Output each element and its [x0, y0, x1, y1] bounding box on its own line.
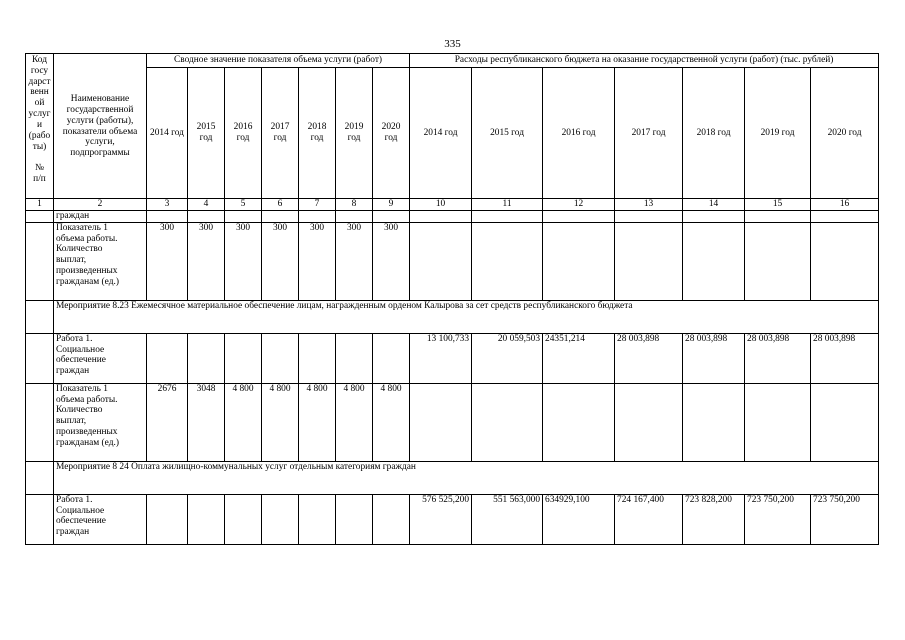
- header-volume-year: [225, 68, 262, 199]
- column-index: 3: [147, 199, 188, 211]
- volume-value: [299, 333, 336, 383]
- row-name-line: произведенных: [56, 266, 118, 277]
- row-code-cell: [26, 383, 54, 461]
- row-name-line: Показатель 1: [56, 222, 108, 233]
- volume-value: [336, 494, 373, 544]
- volume-value: 4 800: [373, 383, 410, 461]
- expense-value: [615, 211, 683, 223]
- column-index: 8: [336, 199, 373, 211]
- expense-value: 724 167,400: [615, 494, 683, 544]
- header-code-line: и: [36, 119, 43, 130]
- header-code-line: п/п: [33, 173, 46, 184]
- expense-value: 576 525,200: [410, 494, 472, 544]
- header-code-line: Код: [32, 55, 47, 65]
- table-row-event: [26, 461, 879, 494]
- row-name-line: Количество: [56, 244, 103, 255]
- expense-value: 723 828,200: [683, 494, 745, 544]
- row-name-line: выплат,: [56, 255, 87, 266]
- column-index: 6: [262, 199, 299, 211]
- volume-value: [188, 333, 225, 383]
- row-name-line: Количество: [56, 405, 103, 416]
- volume-value: [336, 211, 373, 223]
- header-expense-year: 2016 год: [543, 68, 615, 199]
- expense-value: 723 750,200: [811, 494, 879, 544]
- volume-value: 2676: [147, 383, 188, 461]
- header-volume-year-line: 2020: [381, 122, 401, 133]
- header-year-row: [26, 68, 879, 199]
- column-index: 16: [811, 199, 879, 211]
- row-name-line: граждан: [56, 366, 90, 377]
- header-expense-year: 2014 год: [410, 68, 472, 199]
- header-expense-year: 2015 год: [472, 68, 543, 199]
- header-name-line: услуги (работы),: [66, 115, 134, 126]
- header-volume-year-line: год: [236, 133, 250, 143]
- expense-value: [543, 383, 615, 461]
- volume-value: 4 800: [262, 383, 299, 461]
- header-index-row: [26, 199, 879, 211]
- expense-value: [543, 222, 615, 300]
- volume-value: 300: [299, 222, 336, 300]
- header-volume-year-line: год: [310, 133, 324, 143]
- row-code-cell: [26, 211, 54, 223]
- header-volume-year-line: 2017: [270, 122, 290, 133]
- table-row-indicator: [26, 222, 879, 300]
- header-code-line: ой: [34, 98, 45, 109]
- row-name-line: Работа 1.: [56, 333, 93, 344]
- table-body: [26, 211, 879, 545]
- header-volume-year: [299, 68, 336, 199]
- volume-value: [262, 333, 299, 383]
- volume-value: [373, 494, 410, 544]
- row-name-cell: [54, 222, 147, 300]
- header-volume-group: Сводное значение показателя объема услуги (работ): [147, 54, 410, 68]
- header-volume-year: [262, 68, 299, 199]
- volume-value: [262, 211, 299, 223]
- column-index: 14: [683, 199, 745, 211]
- header-volume-year: [336, 68, 373, 199]
- expense-value: [745, 222, 811, 300]
- header-code-line: услуг: [28, 109, 51, 120]
- column-index: 5: [225, 199, 262, 211]
- header-expense-year: 2019 год: [745, 68, 811, 199]
- column-index: 11: [472, 199, 543, 211]
- expense-value: 28 003,898: [745, 333, 811, 383]
- row-name-cell: [54, 333, 147, 383]
- header-volume-year-line: 2014 год: [150, 127, 184, 138]
- expense-value: 13 100,733: [410, 333, 472, 383]
- row-name-line: гражданам (ед.): [56, 276, 119, 287]
- row-name-line: объема работы.: [56, 394, 118, 405]
- expense-value: 24351,214: [543, 333, 615, 383]
- expense-value: 634929,100: [543, 494, 615, 544]
- column-index: 4: [188, 199, 225, 211]
- row-code-cell: [26, 222, 54, 300]
- expense-value: 20 059,503: [472, 333, 543, 383]
- expense-value: [472, 383, 543, 461]
- row-name-line: граждан: [56, 211, 90, 221]
- header-volume-year: [147, 68, 188, 199]
- column-index: 10: [410, 199, 472, 211]
- expense-value: 723 750,200: [745, 494, 811, 544]
- header-volume-year-line: год: [199, 133, 213, 143]
- volume-value: 4 800: [225, 383, 262, 461]
- expense-value: [543, 211, 615, 223]
- row-name-line: Социальное: [56, 344, 105, 355]
- row-code-cell: [26, 494, 54, 544]
- expense-value: 28 003,898: [615, 333, 683, 383]
- header-volume-year-line: год: [273, 133, 287, 143]
- header-name-line: Наименование: [70, 94, 130, 105]
- volume-value: 300: [373, 222, 410, 300]
- header-expenses-group: Расходы республиканского бюджета на оказание государственной услуги (работ) (тыс. рублей): [410, 54, 879, 68]
- header-code-line: №: [35, 163, 44, 174]
- expense-value: [410, 383, 472, 461]
- header-name-line: услуги,: [85, 137, 115, 148]
- expense-value: [811, 383, 879, 461]
- expense-value: 28 003,898: [811, 333, 879, 383]
- expense-value: 551 563,000: [472, 494, 543, 544]
- header-expense-year: 2018 год: [683, 68, 745, 199]
- expense-value: [472, 222, 543, 300]
- expense-value: [410, 211, 472, 223]
- header-volume-year-line: 2019: [344, 122, 364, 133]
- volume-value: [262, 494, 299, 544]
- row-name-line: Показатель 1: [56, 383, 108, 394]
- header-expense-year: 2020 год: [811, 68, 879, 199]
- event-title: Мероприятие 8 24 Оплата жилищно-коммунальных услуг отдельным категориям граждан: [54, 461, 879, 494]
- header-volume-year-line: 2016: [233, 122, 253, 133]
- table-row-work: [26, 494, 879, 544]
- volume-value: [188, 494, 225, 544]
- volume-value: [373, 211, 410, 223]
- header-code-line: [28, 152, 51, 163]
- row-code-cell: [26, 300, 54, 333]
- header-code-line: венн: [30, 87, 49, 98]
- row-name-line: выплат,: [56, 416, 87, 427]
- header-volume-year-line: 2015: [196, 122, 216, 133]
- volume-value: [299, 494, 336, 544]
- column-index: 12: [543, 199, 615, 211]
- expense-value: [615, 383, 683, 461]
- expense-value: [745, 211, 811, 223]
- header-name-line: государственной: [66, 104, 134, 115]
- volume-value: [373, 333, 410, 383]
- expense-value: [683, 211, 745, 223]
- expense-value: [615, 222, 683, 300]
- row-name-line: обеспечение: [56, 355, 106, 366]
- table-row-indicator: [26, 383, 879, 461]
- header-volume-year-line: год: [384, 133, 398, 143]
- column-index: 1: [26, 199, 54, 211]
- column-index: 2: [54, 199, 147, 211]
- row-name-line: объема работы.: [56, 233, 118, 244]
- volume-value: 3048: [188, 383, 225, 461]
- header-group-row: [26, 54, 879, 68]
- header-name-cell: [54, 54, 147, 199]
- row-name-line: граждан: [56, 527, 90, 538]
- expense-value: 28 003,898: [683, 333, 745, 383]
- header-volume-year: [188, 68, 225, 199]
- volume-value: 4 800: [336, 383, 373, 461]
- row-name-line: произведенных: [56, 427, 118, 438]
- expense-value: [811, 211, 879, 223]
- row-name-cell: [54, 494, 147, 544]
- row-name-line: обеспечение: [56, 516, 106, 527]
- column-index: 13: [615, 199, 683, 211]
- table-row-event: [26, 300, 879, 333]
- volume-value: [299, 211, 336, 223]
- row-name-cell: [54, 383, 147, 461]
- volume-value: 300: [225, 222, 262, 300]
- row-name-line: гражданам (ед.): [56, 437, 119, 448]
- header-code-line: госу: [30, 65, 49, 76]
- expense-value: [811, 222, 879, 300]
- header-expense-year: 2017 год: [615, 68, 683, 199]
- volume-value: [188, 211, 225, 223]
- header-code-line: (рабо: [28, 130, 51, 141]
- volume-value: [225, 333, 262, 383]
- header-code-line: ты): [32, 141, 47, 152]
- header-name-line: показатели объема: [62, 126, 138, 137]
- volume-value: 300: [147, 222, 188, 300]
- page-number: 335: [444, 38, 461, 50]
- header-name-line: подпрограммы: [70, 148, 130, 159]
- row-code-cell: [26, 461, 54, 494]
- row-name-line: Работа 1.: [56, 494, 93, 505]
- row-name-line: Социальное: [56, 505, 105, 516]
- volume-value: [336, 333, 373, 383]
- table-row-partial: [26, 211, 879, 223]
- expense-value: [745, 383, 811, 461]
- row-name-cell: [54, 211, 147, 223]
- volume-value: 300: [188, 222, 225, 300]
- budget-table: [25, 53, 879, 545]
- header-code-cell: [26, 54, 54, 199]
- expense-value: [683, 383, 745, 461]
- row-code-cell: [26, 333, 54, 383]
- table-row-work: [26, 333, 879, 383]
- header-code-line: дарст: [28, 76, 51, 87]
- expense-value: [410, 222, 472, 300]
- expense-value: [472, 211, 543, 223]
- volume-value: [147, 494, 188, 544]
- volume-value: [147, 211, 188, 223]
- volume-value: [225, 494, 262, 544]
- expense-value: [683, 222, 745, 300]
- column-index: 9: [373, 199, 410, 211]
- column-index: 15: [745, 199, 811, 211]
- volume-value: 300: [336, 222, 373, 300]
- volume-value: 4 800: [299, 383, 336, 461]
- volume-value: [147, 333, 188, 383]
- volume-value: 300: [262, 222, 299, 300]
- volume-value: [225, 211, 262, 223]
- column-index: 7: [299, 199, 336, 211]
- event-title: Мероприятие 8.23 Ежемесячное материальное обеспечение лицам, награжденным орденом Калырова за сет средств республиканского бюджета: [54, 300, 879, 333]
- header-volume-year-line: 2018: [307, 122, 327, 133]
- header-volume-year: [373, 68, 410, 199]
- header-volume-year-line: год: [347, 133, 361, 143]
